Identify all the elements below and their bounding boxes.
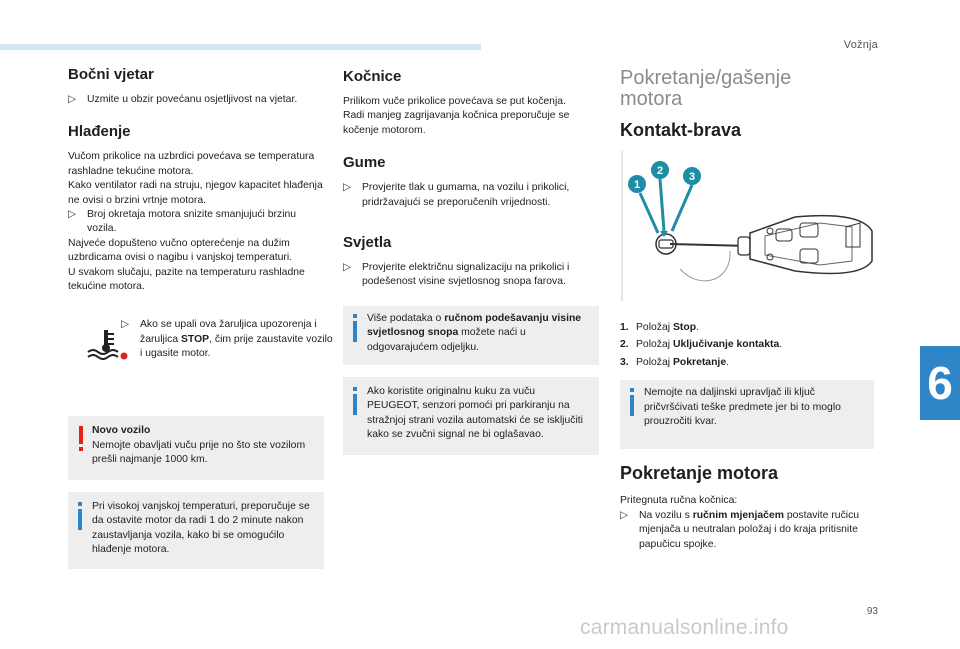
info-icon (352, 387, 358, 415)
warning-exclamation-icon (77, 426, 85, 452)
position-item-2: 2. Položaj Uključivanje kontakta. (620, 339, 783, 351)
bullet-arrow-icon: ▷ (343, 182, 351, 194)
tyres-heading: Gume (343, 154, 386, 172)
section-heading: Pokretanje/gašenje motora (620, 67, 792, 110)
new-vehicle-title: Novo vozilo (92, 425, 151, 437)
position-item-3: 3. Položaj Pokretanje. (620, 356, 729, 368)
column-middle (343, 62, 599, 455)
ignition-heading: Kontakt-brava (620, 120, 742, 140)
warning-lamp-text: ▷ Ako se upali ova žaruljica upozorenja i žaruljica STOP, čim prije zaustavite vozilo i ugasite motor. (121, 319, 333, 360)
bullet-arrow-icon: ▷ (620, 509, 628, 521)
info-icon (77, 502, 83, 530)
watermark: carmanualsonline.info (580, 616, 789, 639)
callout-2-label: 2 (656, 165, 664, 177)
column-left (68, 62, 333, 569)
info-icon (352, 314, 358, 342)
side-wind-heading: Bočni vjetar (68, 66, 154, 83)
bullet-arrow-icon: ▷ (121, 319, 129, 331)
start-engine-p1: Pritegnuta ručna kočnica: (620, 495, 738, 507)
column-right (620, 62, 874, 552)
key-info-box (620, 380, 874, 449)
hot-weather-info-box (68, 492, 324, 570)
new-vehicle-warning-box (68, 416, 324, 479)
bullet-arrow-icon: ▷ (68, 209, 76, 221)
towbar-info-box (343, 377, 599, 455)
cooling-p1: Vučom prikolice na uzbrdici povećava se temperatura rashladne tekućine motora. (68, 151, 315, 177)
towbar-info-text: Ako koristite originalnu kuku za vuču PEUGEOT, senzori pomoći pri parkiranju na stražnjoj strani vozila automatski će se isključiti kako se zvučni signal ne bi oglašavao. (367, 386, 583, 441)
cooling-p2: Kako ventilator radi na struju, njegov kapacitet hlađenja ne ovisi o brzini vrtnje motora. (68, 180, 323, 206)
cooling-p4: U svakom slučaju, pazite na temperaturu rashladne tekućine motora. (68, 266, 305, 293)
start-engine-heading: Pokretanje motora (620, 463, 779, 484)
ignition-positions-list (620, 321, 874, 370)
chapter-tab[interactable]: 6 (920, 346, 960, 420)
cooling-p3: Najveće dopušteno vučno opterećenje na dužim uzbrdicama ovisi o nagibu i vanjskoj temperaturi. (68, 237, 293, 264)
brakes-p2: Radi manjeg zagrijavanja kočnica preporučuje se kočenje motorom. (343, 110, 570, 136)
tyres-bullet: ▷ Provjerite tlak u gumama, na vozilu i prikolici, pridržavajući se preporučenih vrijednosti. (343, 182, 570, 208)
brakes-heading: Kočnice (343, 68, 402, 85)
start-engine-bullet: ▷ Na vozilu s ručnim mjenjačem postavite ručicu mjenjača u neutralan položaj i do kraja pritisnite papučicu spojke. (620, 509, 860, 550)
headlamp-info-text: Više podataka o ručnom podešavanju visine svjetlosnog snopa možete naći u odgovarajućem odjeljku. (367, 312, 582, 353)
brakes-p1: Prilikom vuče prikolice povećava se put kočenja. (343, 96, 566, 107)
new-vehicle-text: Nemojte obavljati vuču prije no što ste vozilom prešli najmanje 1000 km. (92, 439, 306, 466)
ignition-key-illustration (620, 151, 874, 311)
cooling-heading: Hlađenje (68, 123, 131, 141)
warning-lamp-block (68, 318, 333, 398)
section-title: Vožnja (843, 39, 878, 51)
info-icon (629, 388, 635, 416)
cooling-bullet: ▷ Broj okretaja motora snizite smanjujući brzinu vozila. (68, 209, 297, 235)
key-info-text: Nemojte na daljinski upravljač ili ključ pričvršćivati teške predmete jer bi to moglo prouzročiti kvar. (644, 387, 841, 428)
hot-weather-text: Pri visokoj vanjskoj temperaturi, preporučuje se da ostavite motor da radi 1 do 2 minute nakon zaustavljanja vozila, kako bi se omogućilo hlađenje motora. (92, 500, 310, 555)
position-item-1: 1. Položaj Stop. (620, 322, 699, 333)
lights-bullet: ▷ Provjerite električnu signalizaciju na prikolici i podešenost visine svjetlosnog snopa farova. (343, 262, 570, 288)
bullet-arrow-icon: ▷ (343, 262, 351, 274)
headlamp-info-box (343, 306, 599, 365)
page-number: 93 (866, 606, 878, 617)
callout-3-label: 3 (688, 171, 696, 183)
side-wind-bullet: ▷ Uzmite u obzir povećanu osjetljivost na vjetar. (68, 93, 324, 107)
header-bar (0, 44, 481, 50)
callout-1-label: 1 (633, 179, 641, 191)
bullet-arrow-icon: ▷ (68, 94, 76, 105)
lights-heading: Svjetla (343, 234, 392, 252)
